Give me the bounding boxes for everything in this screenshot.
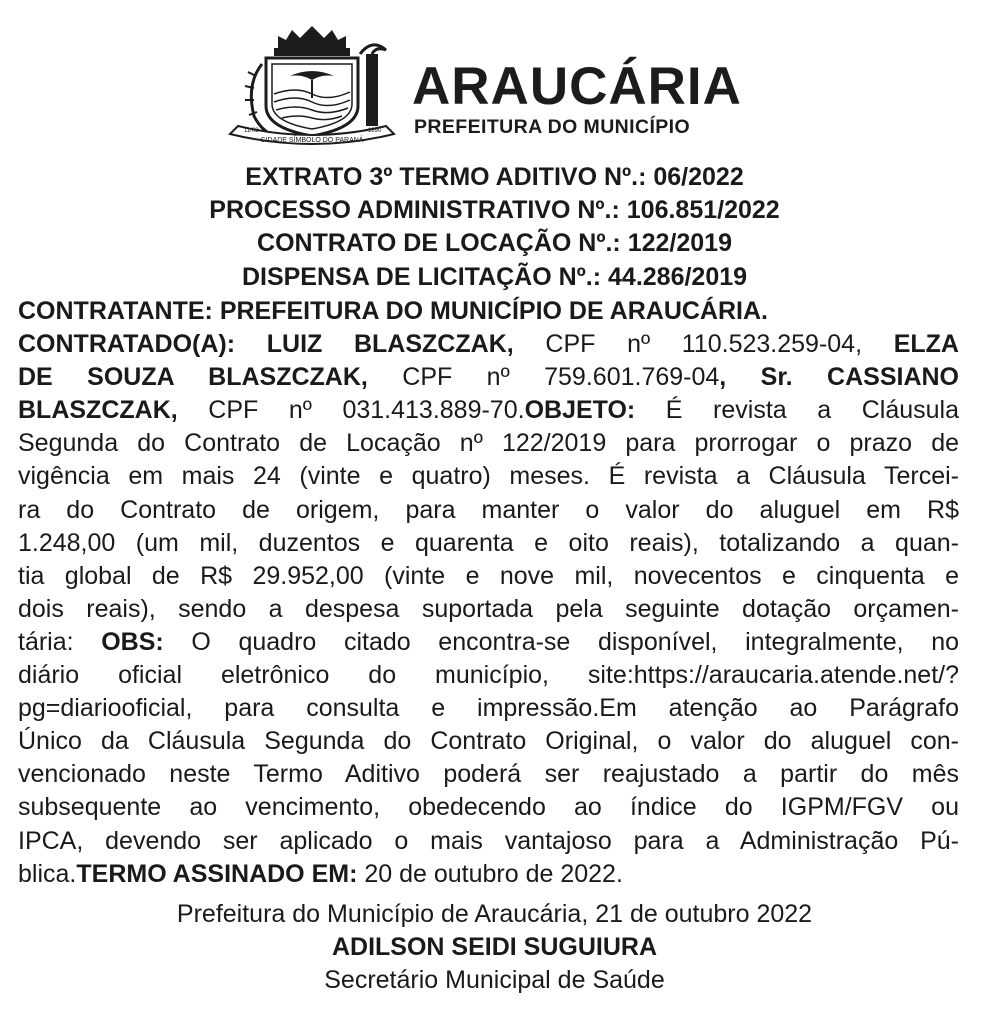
- body-line: tia global de R$ 29.952,00 (vinte e nove mil, novecentos e cinquenta e: [18, 561, 959, 590]
- municipal-crest-logo: [226, 24, 398, 150]
- body-text: É revista a Cláusula: [635, 396, 959, 425]
- body-line: [18, 361, 959, 394]
- body-line: Único da Cláusula Segunda do Contrato Original, o valor do aluguel con-: [18, 727, 959, 756]
- body-line: dois reais), sendo a despesa suportada pela seguinte dotação orçamen-: [18, 594, 959, 623]
- objeto-label: OBJETO:: [524, 396, 636, 425]
- termo-assinado-label: TERMO ASSINADO EM:: [76, 859, 358, 888]
- contratado-name: DE SOUZA BLASZCZAK,: [18, 363, 368, 392]
- contratante-text: CONTRATANTE: PREFEITURA DO MUNICÍPIO DE ARAUCÁRIA.: [18, 297, 768, 325]
- body-text: blica.: [18, 859, 77, 888]
- crest-date-left: 11/02: [244, 128, 259, 134]
- body-text: tária:: [18, 627, 102, 656]
- title-processo: PROCESSO ADMINISTRATIVO Nº.: 106.851/2022: [209, 196, 780, 225]
- brand-title: ARAUCÁRIA: [412, 57, 742, 116]
- place-date: Prefeitura do Município de Araucária, 21 de outubro 2022: [176, 900, 813, 928]
- title-dispensa: DISPENSA DE LICITAÇÃO Nº.: 44.286/2019: [241, 262, 748, 291]
- contratado-name: , Sr. CASSIANO: [719, 363, 960, 392]
- body-line: diário oficial eletrônico do município, site:https://araucaria.atende.net/?: [18, 661, 959, 690]
- contratado-label: CONTRATADO(A): LUIZ BLASZCZAK,: [18, 330, 514, 359]
- title-extrato: EXTRATO 3º TERMO ADITIVO Nº.: 06/2022: [245, 163, 744, 191]
- brand-subtitle: PREFEITURA DO MUNICÍPIO: [414, 116, 691, 138]
- body-line: [18, 858, 959, 891]
- body-line: 1.248,00 (um mil, duzentos e quarenta e oito reais), totalizando a quan-: [18, 528, 959, 557]
- signer-role: Secretário Municipal de Saúde: [324, 966, 665, 994]
- body-line: pg=diariooficial, para consulta e impressão.Em atenção ao Parágrafo: [18, 694, 959, 723]
- body-text: O quadro citado encontra-se disponível, integralmente, no: [163, 627, 960, 656]
- body-line: [18, 328, 959, 361]
- body-line: IPCA, devendo ser aplicado o mais vantajoso para a Administração Pú-: [18, 826, 959, 855]
- document-body: [18, 295, 959, 891]
- contratado-name: BLASZCZAK,: [18, 396, 178, 425]
- body-text: CPF nº 031.413.889-70.: [177, 396, 525, 425]
- body-line: ra do Contrato de origem, para manter o valor do aluguel em R$: [18, 495, 959, 524]
- signature-block: [0, 898, 989, 997]
- body-line: [18, 626, 959, 659]
- body-line: vencionado neste Termo Aditivo poderá ser reajustado a partir do mês: [18, 760, 959, 789]
- body-line: Segunda do Contrato de Locação nº 122/2019 para prorrogar o prazo de: [18, 429, 959, 458]
- body-text: CPF nº 759.601.769-04: [367, 363, 720, 392]
- document-titles: [0, 161, 989, 294]
- body-text: 20 de outubro de 2022.: [357, 859, 623, 888]
- body-line: [18, 394, 959, 427]
- crest-motto: CIDADE SÍMBOLO DO PARANÁ: [260, 137, 364, 144]
- body-text: CPF nº 110.523.259-04,: [513, 330, 894, 359]
- header: [0, 18, 989, 150]
- body-line: [18, 295, 959, 328]
- body-line: vigência em mais 24 (vinte e quatro) meses. É revista a Cláusula Tercei-: [18, 462, 959, 491]
- title-contrato: CONTRATO DE LOCAÇÃO Nº.: 122/2019: [257, 229, 732, 258]
- crest-date-right: 1890: [368, 128, 382, 134]
- contratado-name: ELZA: [893, 330, 959, 359]
- obs-label: OBS:: [101, 627, 164, 656]
- body-line: subsequente ao vencimento, obedecendo ao índice do IGPM/FGV ou: [18, 793, 959, 822]
- signer-name: ADILSON SEIDI SUGUIURA: [331, 933, 658, 961]
